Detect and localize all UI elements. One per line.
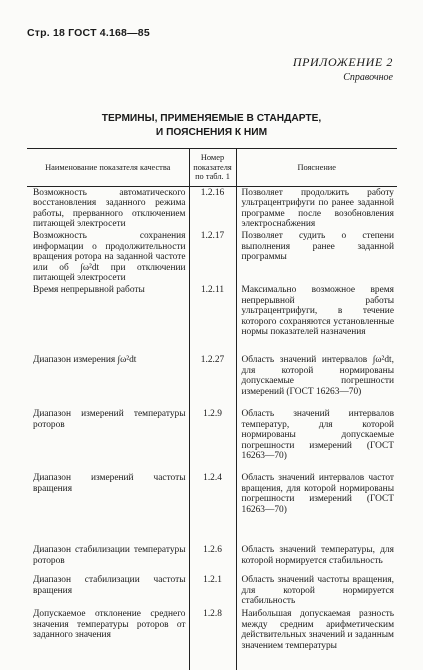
page-header: Стр. 18 ГОСТ 4.168—85: [27, 27, 150, 39]
appendix-label: [293, 55, 393, 83]
indicator-explanation: Область значений частоты вращения, для которой нормируется стабильность: [241, 574, 394, 607]
table-row: [27, 408, 397, 472]
header-explanation: Пояснение: [236, 149, 397, 187]
table-header-row: [27, 149, 397, 187]
table-row: [27, 284, 397, 354]
table-row: [27, 186, 397, 230]
indicator-number: 1.2.11: [189, 284, 236, 354]
header-quality-indicator: Наименование показателя качества: [27, 149, 189, 187]
indicator-number: 1.2.9: [189, 408, 236, 472]
indicator-name: Возможность сохранения информации о продолжительности вращения ротора на заданной частоте или об ∫ω²dt при отключении питающей электросети: [33, 231, 186, 284]
appendix-title: ПРИЛОЖЕНИЕ 2: [292, 55, 393, 69]
indicator-name: Диапазон измерений частоты вращения: [33, 472, 186, 494]
table-row: [27, 472, 397, 544]
indicator-explanation: Позволяет судить о степени выполнения ранее заданной программы: [241, 231, 394, 263]
appendix-subtitle: Справочное: [343, 72, 393, 83]
terms-table: [27, 148, 397, 670]
indicator-explanation: Максимально возможное время непрерывной работы ультрацентрифуги, в течение которого сохраняются установленные нормы показателей назначения: [241, 284, 394, 338]
document-title: [0, 112, 423, 140]
indicator-explanation: Область значений интервалов температур, для которой нормированы допускаемые погрешности измерений (ГОСТ 16263—70): [241, 408, 394, 462]
indicator-name: Диапазон измерений температуры роторов: [33, 408, 186, 430]
indicator-name: Допускаемое отклонение среднего значения температуры роторов от заданного значения: [33, 608, 186, 641]
indicator-number: 1.2.1: [189, 574, 236, 608]
indicator-number: 1.2.16: [189, 186, 236, 230]
table-row: [27, 574, 397, 608]
indicator-name: Диапазон измерения ∫ω²dt: [33, 354, 137, 365]
indicator-explanation: Наибольшая допускаемая разность между средним арифметическим действительных значений и заданным значением температуры: [241, 608, 394, 651]
indicator-name: Диапазон стабилизации частоты вращения: [33, 574, 186, 596]
table-body: [27, 186, 397, 670]
indicator-number: 1.2.17: [189, 230, 236, 284]
indicator-name: Время непрерывной работы: [33, 284, 145, 295]
document-title-line-2: И ПОЯСНЕНИЯ К НИМ: [155, 127, 268, 138]
indicator-explanation: Область значений температуры, для которой нормируется стабильность: [241, 544, 394, 566]
indicator-number: 1.2.6: [189, 544, 236, 574]
table-row: [27, 230, 397, 284]
indicator-explanation: Область значений интервалов частот вращения, для которой нормированы погрешности измерений (ГОСТ 16263—70): [241, 472, 394, 515]
table-row: [27, 354, 397, 408]
indicator-number: 1.2.27: [189, 354, 236, 408]
indicator-number: 1.2.4: [189, 472, 236, 544]
table-row: [27, 608, 397, 670]
indicator-number: 1.2.8: [189, 608, 236, 670]
header-indicator-number: Номер показателя по табл. 1: [189, 149, 236, 187]
indicator-explanation: Область значений интервалов ∫ω²dt, для которой нормированы допускаемые погрешности измерений (ГОСТ 16263—70): [241, 354, 394, 397]
table-row: [27, 544, 397, 574]
document-title-line-1: ТЕРМИНЫ, ПРИМЕНЯЕМЫЕ В СТАНДАРТЕ,: [101, 113, 322, 124]
indicator-name: Диапазон стабилизации температуры роторов: [33, 544, 186, 566]
indicator-explanation: Позволяет продолжить работу ультрацентрифуги по ранее заданной программе после возобновления электроснабжения: [241, 187, 394, 230]
indicator-name: Возможность автоматического восстановления заданного режима работы, прерванного отключением питающей электросети: [33, 187, 186, 230]
